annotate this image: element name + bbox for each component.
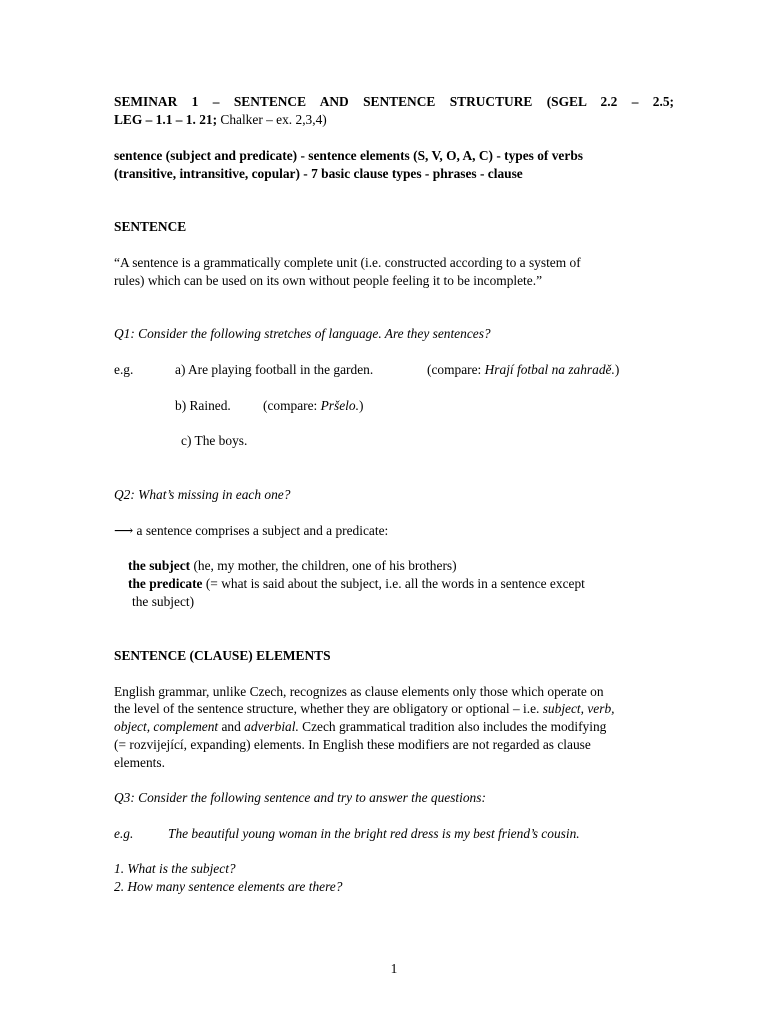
para-italic-terms: adverbial.	[244, 719, 299, 734]
seminar-title-references: LEG – 1.1 – 1. 21;	[114, 112, 218, 127]
predicate-definition	[128, 575, 585, 593]
q2-answer: ⟶ a sentence comprises a subject and a predicate:	[114, 523, 389, 538]
subject-examples: (he, my mother, the children, one of his brothers)	[190, 558, 457, 573]
compare-close: )	[358, 398, 364, 413]
para-italic-terms: subject, verb,	[542, 701, 615, 716]
q1-example-b: b) Rained.	[175, 398, 231, 413]
subject-definition	[128, 557, 457, 575]
elements-para-line3	[114, 718, 606, 736]
q3-eg-label: e.g.	[114, 826, 134, 841]
section-heading-sentence: SENTENCE	[114, 219, 187, 234]
question-1: Q1: Consider the following stretches of language. Are they sentences?	[114, 326, 491, 341]
subject-term: the subject	[128, 558, 191, 573]
para-italic-terms: object, complement	[114, 719, 219, 734]
seminar-title-line1: SEMINAR 1 – SENTENCE AND SENTENCE STRUCTURE (SGEL 2.2 – 2.5;	[114, 94, 674, 109]
czech-translation-b: Pršelo.	[320, 398, 359, 413]
q1-example-a: a) Are playing football in the garden.	[175, 362, 374, 377]
q1-example-c: c) The boys.	[181, 433, 248, 448]
definition-quote-line2: rules) which can be used on its own without people feeling it to be incomplete.”	[114, 273, 543, 288]
elements-para-line2	[114, 700, 614, 718]
section-heading-clause-elements: SENTENCE (CLAUSE) ELEMENTS	[114, 648, 331, 663]
elements-para-line4: (= rozvijející, expanding) elements. In English these modifiers are not regarded as clause	[114, 737, 591, 752]
topics-line2: (transitive, intransitive, copular) - 7 basic clause types - phrases - clause	[114, 166, 523, 181]
seminar-title-chalker: Chalker – ex. 2,3,4)	[217, 112, 327, 127]
czech-translation-a: Hrají fotbal na zahradě.	[484, 362, 615, 377]
para-text: the level of the sentence structure, whether they are obligatory or optional – i.e.	[114, 701, 543, 716]
seminar-title-line2	[114, 111, 327, 129]
para-text: Czech grammatical tradition also includes the modifying	[298, 719, 607, 734]
q3-question-2: 2. How many sentence elements are there?	[114, 879, 343, 894]
definition-quote-line1: “A sentence is a grammatically complete unit (i.e. constructed according to a system of	[114, 255, 581, 270]
q3-question-1: 1. What is the subject?	[114, 861, 236, 876]
compare-label: (compare:	[263, 398, 321, 413]
page-number: 1	[390, 961, 398, 976]
topics-line1: sentence (subject and predicate) - sentence elements (S, V, O, A, C) - types of verbs	[114, 148, 583, 163]
predicate-definition-cont: the subject)	[132, 594, 195, 609]
q1-example-a-compare	[427, 361, 619, 379]
compare-close: )	[614, 362, 620, 377]
para-text: and	[218, 719, 245, 734]
compare-label: (compare:	[427, 362, 485, 377]
predicate-term: the predicate	[128, 576, 203, 591]
predicate-description: (= what is said about the subject, i.e. all the words in a sentence except	[202, 576, 585, 591]
elements-para-line5: elements.	[114, 755, 165, 770]
question-2: Q2: What’s missing in each one?	[114, 487, 291, 502]
q3-example-sentence: The beautiful young woman in the bright red dress is my best friend’s cousin.	[168, 826, 580, 841]
q1-eg-label: e.g.	[114, 362, 134, 377]
q1-example-b-compare	[263, 397, 363, 415]
elements-para-line1: English grammar, unlike Czech, recognizes as clause elements only those which operate on	[114, 684, 604, 699]
question-3: Q3: Consider the following sentence and try to answer the questions:	[114, 790, 486, 805]
